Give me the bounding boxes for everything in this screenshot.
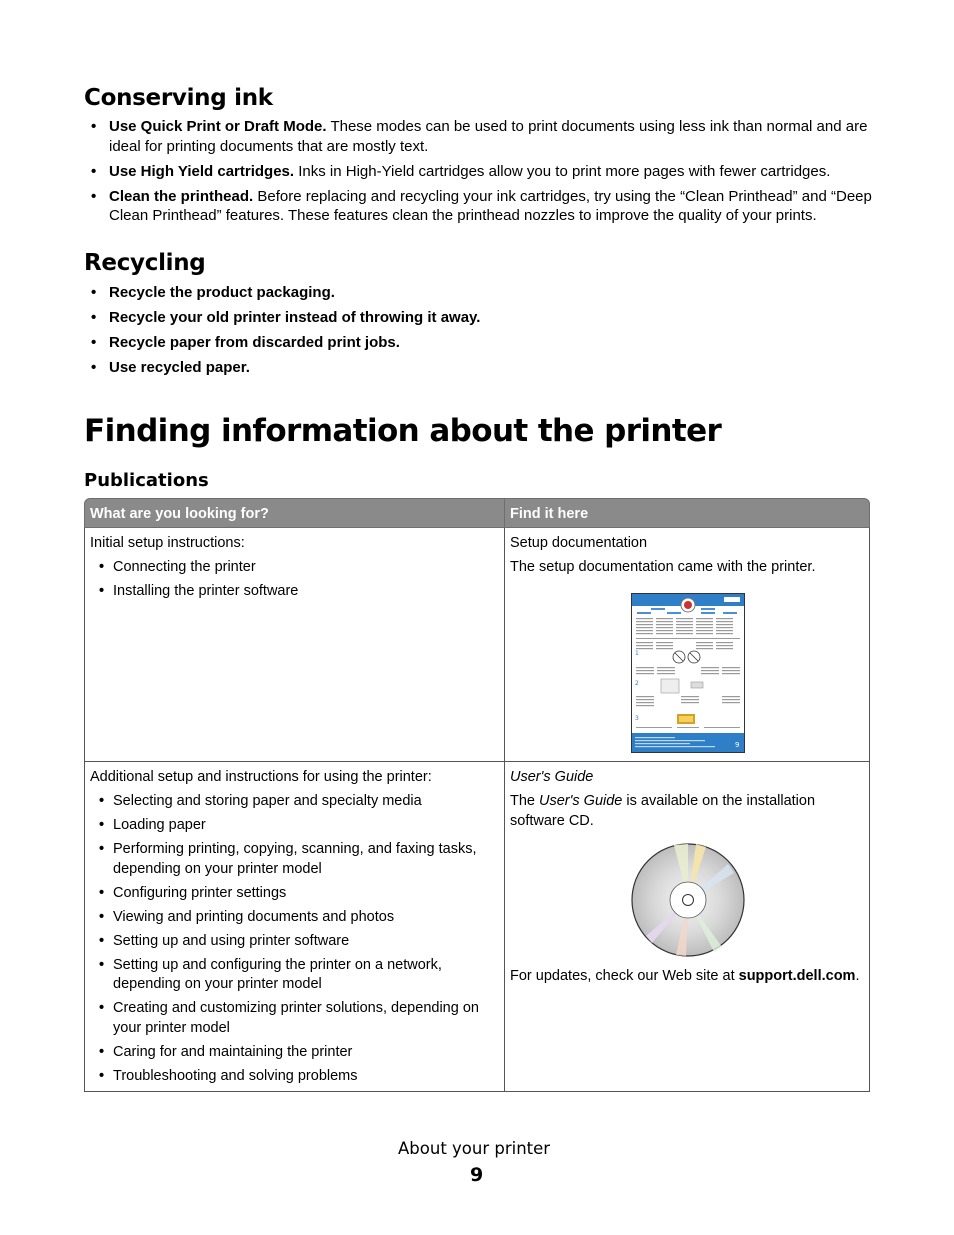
users-guide-title: User's Guide [510, 769, 594, 785]
footer-section-label: About your printer [398, 1139, 551, 1158]
table-header-looking-for: What are you looking for? [84, 498, 505, 528]
table-row [84, 528, 870, 762]
page-number: 9 [470, 1164, 484, 1186]
list-item: • Installing the printer software [90, 582, 499, 602]
setup-doc-title: Setup documentation [510, 535, 648, 551]
setup-doc-text: The setup documentation came with the printer. [510, 559, 816, 575]
row1-intro: Initial setup instructions: [90, 535, 245, 551]
list-item: • Recycle your old printer instead of throwing it away. [84, 308, 874, 328]
list-item: • Caring for and maintaining the printer [90, 1043, 499, 1063]
table-header-find-it: Find it here [505, 498, 870, 528]
publications-table [84, 498, 870, 1092]
recycling-heading: Recycling [84, 250, 206, 276]
list-item: • Use High Yield cartridges. Inks in High-Yield cartridges allow you to print more pages with fewer cartridges. [84, 162, 874, 182]
support-link[interactable]: support.dell.com [738, 968, 856, 984]
row2-intro: Additional setup and instructions for using the printer: [90, 769, 432, 785]
list-item: • Configuring printer settings [90, 884, 499, 904]
list-item: • Use Quick Print or Draft Mode. These modes can be used to print documents using less ink than normal and are ideal for printing documents that are mostly text. [84, 117, 874, 156]
svg-text:3: 3 [635, 715, 639, 722]
conserving-ink-heading: Conserving ink [84, 85, 273, 111]
list-item: • Performing printing, copying, scanning, and faxing tasks, depending on your printer model [90, 840, 499, 879]
svg-text:1: 1 [635, 650, 639, 657]
list-item: • Loading paper [90, 816, 499, 836]
list-item: • Setting up and using printer software [90, 932, 499, 952]
svg-text:9: 9 [735, 741, 740, 749]
finding-info-heading: Finding information about the printer [84, 413, 722, 449]
table-row [84, 762, 870, 1092]
list-item: • Recycle the product packaging. [84, 283, 874, 303]
publications-heading: Publications [84, 470, 209, 491]
cd-illustration [630, 842, 746, 958]
table-cell [84, 528, 505, 762]
list-item: • Troubleshooting and solving problems [90, 1067, 499, 1087]
svg-text:2: 2 [635, 680, 639, 687]
list-item: • Clean the printhead. Before replacing and recycling your ink cartridges, try using the “Clean Printhead” and “Deep Clean Printhead” features. These features clean the printhead nozzles to improve the quality of your prints. [84, 187, 874, 226]
table-cell [84, 762, 505, 1092]
list-item: • Setting up and configuring the printer on a network, depending on your printer model [90, 956, 499, 995]
updates-text: For updates, check our Web site at support.dell.com. [510, 968, 860, 984]
list-item: • Creating and customizing printer solutions, depending on your printer model [90, 999, 499, 1038]
conserving-ink-list [84, 117, 874, 231]
list-item: • Selecting and storing paper and specialty media [90, 792, 499, 812]
list-item: • Recycle paper from discarded print jobs. [84, 333, 874, 353]
users-guide-text: The User's Guide is available on the installation software CD. [510, 793, 816, 829]
list-item: • Use recycled paper. [84, 358, 874, 378]
recycling-list [84, 283, 874, 383]
list-item: • Connecting the printer [90, 558, 499, 578]
list-item: • Viewing and printing documents and photos [90, 908, 499, 928]
setup-document-illustration [631, 593, 745, 753]
